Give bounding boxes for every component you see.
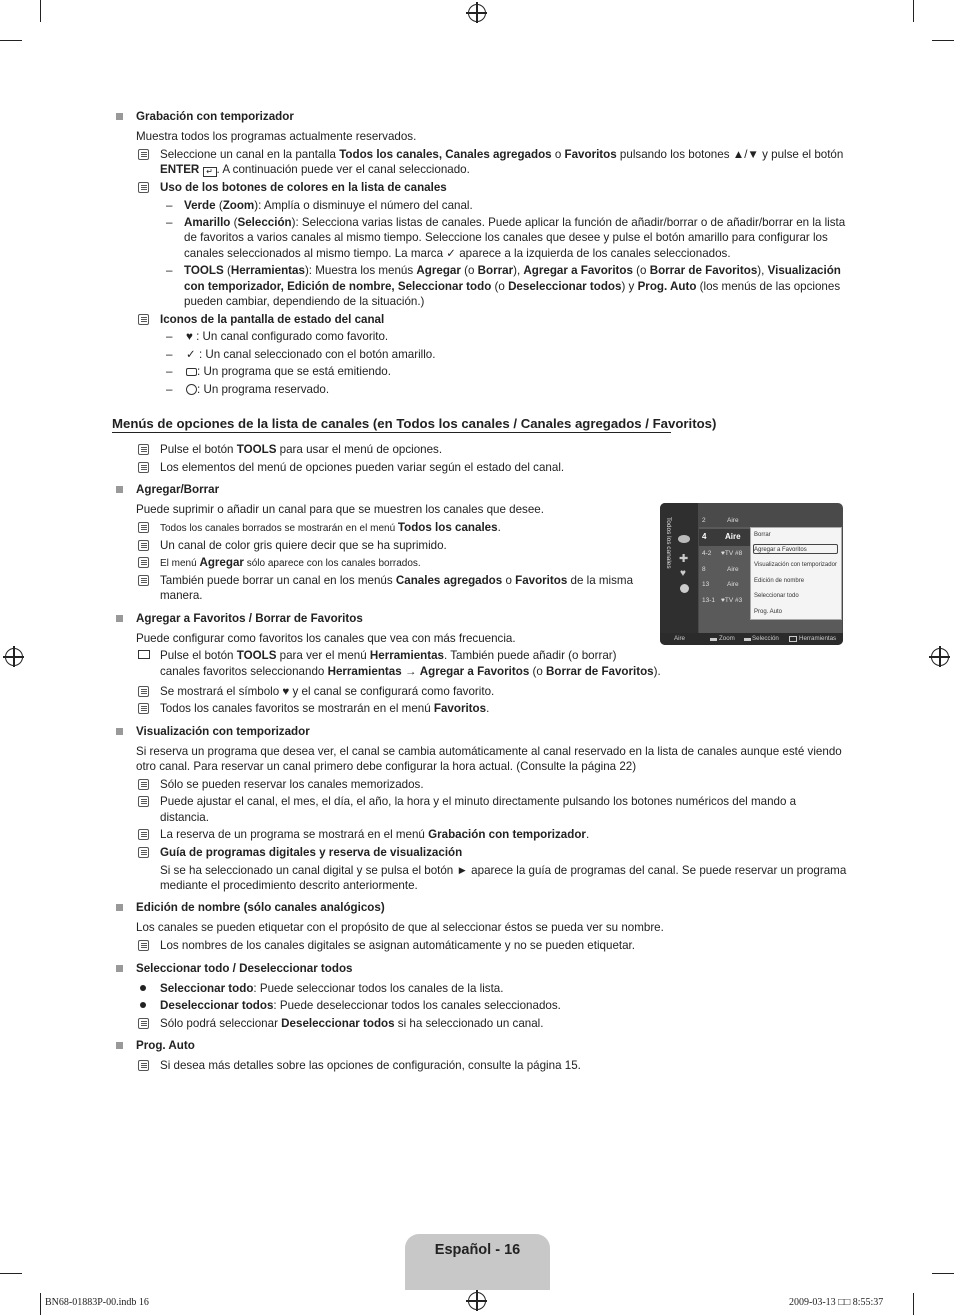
dash-item: Amarillo (Selección): Selecciona varias listas de canales. Puede aplicar la función de añadir/borrar o de añadir/borrar en la lista bbox=[184, 216, 846, 229]
section-desc: Puede configurar como favoritos los canales que vea con más frecuencia. bbox=[136, 632, 516, 645]
section-title: Agregar a Favoritos / Borrar de Favoritos bbox=[136, 612, 363, 625]
tv-channel-name: ♥TV #3 bbox=[721, 597, 743, 604]
section-desc: Si reserva un programa que desea ver, el canal se cambia automáticamente al canal reservado en la lista de canales aunque esté viendo bbox=[136, 745, 842, 758]
tv-channel-list-screenshot bbox=[660, 503, 843, 645]
note-icon bbox=[138, 686, 149, 697]
footer-file: BN68-01883P-00.indb 16 bbox=[45, 1297, 149, 1308]
tv-channel-name: Aire bbox=[727, 581, 739, 588]
tools-note: Pulse el botón TOOLS para ver el menú Herramientas. También puede añadir (o borrar) bbox=[160, 649, 617, 662]
note-text: Puede ajustar el canal, el mes, el día, el año, la hora y el minuto directamente pulsando los botones numéricos del mando a bbox=[160, 795, 797, 808]
note-icon bbox=[138, 149, 149, 160]
square-bullet-icon bbox=[116, 615, 123, 622]
section-desc: otro canal. Para reservar un canal primero debe configurar la hora actual. (Consulte la página 22) bbox=[136, 760, 637, 773]
note-text: Se mostrará el símbolo ♥ y el canal se configurará como favorito. bbox=[160, 685, 495, 698]
page-number: Español - 16 bbox=[434, 1242, 521, 1258]
section-title: Visualización con temporizador bbox=[136, 725, 310, 738]
tv-menu-item: Seleccionar todo bbox=[754, 593, 799, 599]
dash-item: TOOLS (Herramientas): Muestra los menús Agregar (o Borrar), Agregar a Favoritos (o Borrar de Favoritos), Visualización bbox=[184, 264, 841, 277]
section-title: Grabación con temporizador bbox=[136, 110, 294, 123]
square-bullet-icon bbox=[116, 486, 123, 493]
tv-tools-label: Herramientas bbox=[799, 635, 837, 642]
tv-select-label: Selección bbox=[752, 635, 779, 642]
note-icon bbox=[138, 540, 149, 551]
manual-page: Grabación con temporizador Muestra todos los programas actualmente reservados. Seleccione un canal en la pantalla Todos los canales, Canales agregados o Favoritos pulsando los botones ▲/▼ y pulse el botón ENTER ↵ . A continuación puede ver el canal seleccionado. Uso de los botones de colores en la lista de canales – Verde (Zoom): Amplía o disminuye el número del canal. – Amarillo (Selección): Selecciona varias listas de canales. Puede aplicar la función de añadir/borrar o de añadir/borrar en la lista de favoritos a varios canales al mismo tiempo. Seleccione los canales que desee y pulse el botón amarillo para configurar los canales seleccionados al mismo tiempo. La marca ✓ aparece a la izquierda de los canales seleccionados. – TOOLS (Herramientas): Muestra los menús Agregar (o Borrar), Agregar a Favoritos (o Borrar de Favoritos), Visualización con temporizador, Edición de nombre, Seleccionar todo (o Deseleccionar todos) y Prog. Auto (los menús de las opciones pueden cambiar, dependiendo de la situación.) Iconos de la pantalla de estado del canal – ♥ : Un canal configurado como favorito. – ✓ : Un canal seleccionado con el botón amarillo. – : Un programa que se está emitiendo. – : Un programa reservado. Menús de opciones de la lista de canales (en Todos los canales / Canales agregados / Favoritos) Pulse el botón TOOLS para usar el menú de opciones. Los elementos del menú de opciones pueden variar según el estado del canal. Agregar/Borrar Puede suprimir o añadir un canal para que se muestren los canales que desee. Todos los canales borrados se mostrarán en el menú Todos los canales. Un canal de color gris quiere decir que se ha suprimido. El menú Agregar sólo aparece con los canales borrados. También puede borrar un canal en los menús Canales agregados o Favoritos de la misma manera. Todos los canales ✚ ♥ 2 Aire 4 Aire 4-2 ♥TV #8 8 Aire 13 Aire 13-1 ♥TV #3 Borrar Agregar a Favoritos Visualización con temporizador Edición de nombre Seleccionar todo Prog. Auto Aire Zoom Selección Herramientas Agregar a Favoritos / Borrar de Favoritos Puede configurar como favoritos los canales que vea con más frecuencia. Pulse el botón TOOLS para ver el menú Herramientas. También puede añadir (o borrar) canales favoritos seleccionando Herramientas → Agregar a Favoritos (o Borrar de Favoritos). Se mostrará el símbolo ♥ y el canal se configurará como favorito. Todos los canales favoritos se mostrarán en el menú Favoritos. Visualización con temporizador Si reserva un programa que desea ver, el canal se cambia automáticamente al canal reservado en la lista de canales aunque esté viendo otro canal. Para reservar un canal primero debe configurar la hora actual. (Consulte la página 22) Sólo se pueden reservar los canales memorizados. Puede ajustar el canal, el mes, el día, el año, la hora y el minuto directamente pulsando los botones numéricos del mando a distancia. La reserva de un programa se mostrará en el menú Grabación con temporizador. Guía de programas digitales y reserva de visualización Si se ha seleccionado un canal digital y se pulsa el botón ► aparece la guía de programas del canal. Se puede reservar un programa mediante el procedimiento descrito anteriormente. Edición de nombre (sólo canales analógicos) Los canales se pueden etiquetar con el propósito de que al seleccionar éstos se pueda ver su nombre. Los nombres de los canales digitales se asignan automáticamente y no se pueden etiquetar. Seleccionar todo / Deseleccionar todos Seleccionar todo: Puede seleccionar todos los canales de la lista. Deseleccionar todos: Puede deseleccionar todos los canales seleccionados. Sólo podrá seleccionar Deseleccionar todos si ha seleccionado un canal. Prog. Auto Si desea más detalles sobre las opciones de configuración, consulte la página 15. Español - 16 BN68-01883P-00.indb 16 2009-03-13 □□ 8:55:37 bbox=[0, 0, 954, 1315]
note-text: Seleccione un canal en la pantalla Todos los canales, Canales agregados o Favoritos pulsando los botones ▲/▼ y pulse el botón bbox=[160, 148, 844, 161]
dash-item-line: pueden cambiar, dependiendo de la situación.) bbox=[184, 295, 425, 308]
bullet-item: Seleccionar todo: Puede seleccionar todos los canales de la lista. bbox=[160, 982, 504, 995]
note-text-line: manera. bbox=[160, 589, 203, 602]
note-icon bbox=[138, 444, 149, 455]
check-icon: ✓ bbox=[446, 247, 456, 260]
square-bullet-icon bbox=[116, 1042, 123, 1049]
note-icon bbox=[138, 314, 149, 325]
tv-channel-name: Aire bbox=[727, 517, 739, 524]
note-text-line: mediante el procedimiento descrito anteriormente. bbox=[160, 879, 418, 892]
section-desc: Muestra todos los programas actualmente reservados. bbox=[136, 130, 417, 143]
tv-icon bbox=[186, 368, 197, 376]
tv-zoom-label: Zoom bbox=[719, 635, 735, 642]
dash-item: Verde (Zoom): Amplía o disminuye el número del canal. bbox=[184, 199, 473, 212]
note-icon bbox=[138, 557, 149, 568]
note-text: La reserva de un programa se mostrará en el menú Grabación con temporizador. bbox=[160, 828, 590, 841]
tv-channel-num: 13 bbox=[702, 581, 710, 588]
square-bullet-icon bbox=[116, 965, 123, 972]
footer-timestamp: 2009-03-13 □□ 8:55:37 bbox=[789, 1297, 884, 1308]
tv-channel-num: 4-2 bbox=[702, 550, 712, 557]
note-text: También puede borrar un canal en los menús Canales agregados o Favoritos de la misma bbox=[160, 574, 634, 587]
note-text: Todos los canales favoritos se mostrarán en el menú Favoritos. bbox=[160, 702, 490, 715]
round-bullet-icon bbox=[140, 985, 146, 991]
note-text: Sólo se pueden reservar los canales memorizados. bbox=[160, 778, 424, 791]
tools-icon bbox=[789, 636, 797, 642]
tv-menu-item-selected: Agregar a Favoritos bbox=[754, 547, 807, 553]
note-icon bbox=[138, 182, 149, 193]
section-title: Prog. Auto bbox=[136, 1039, 195, 1052]
icon-legend: : Un programa reservado. bbox=[186, 382, 329, 397]
enter-icon: ↵ bbox=[203, 167, 217, 177]
tv-channel-name: Aire bbox=[727, 566, 739, 573]
registration-mark-icon bbox=[5, 648, 23, 666]
tv-channel-num: 13-1 bbox=[702, 597, 716, 604]
section-desc: Puede suprimir o añadir un canal para que se muestren los canales que desee. bbox=[136, 503, 544, 516]
note-text: Sólo podrá seleccionar Deseleccionar todos si ha seleccionado un canal. bbox=[160, 1017, 544, 1030]
note-icon bbox=[138, 522, 149, 533]
tv-channel-num: 2 bbox=[702, 517, 706, 524]
bullet-item: Deseleccionar todos: Puede deseleccionar todos los canales seleccionados. bbox=[160, 999, 561, 1012]
tv-channel-name: Aire bbox=[725, 532, 741, 541]
square-bullet-icon bbox=[116, 728, 123, 735]
tools-icon bbox=[138, 650, 150, 659]
dash-item-line: con temporizador, Edición de nombre, Seleccionar todo (o Deseleccionar todos) y Prog. Auto (los menús de las opciones bbox=[184, 280, 841, 293]
note-text: Todos los canales borrados se mostrarán en el menú Todos los canales. bbox=[160, 521, 501, 534]
note-text: Pulse el botón TOOLS para usar el menú de opciones. bbox=[160, 443, 443, 456]
registration-mark-icon bbox=[931, 648, 949, 666]
plus-icon: ✚ bbox=[679, 553, 689, 565]
check-icon: ✓ bbox=[186, 348, 196, 361]
tv-channel-num: 8 bbox=[702, 566, 706, 573]
clock-icon bbox=[186, 384, 197, 395]
note-text-line: distancia. bbox=[160, 811, 209, 824]
note-icon bbox=[138, 940, 149, 951]
note-icon bbox=[138, 796, 149, 807]
registration-mark-icon bbox=[468, 1292, 486, 1310]
note-icon bbox=[138, 1018, 149, 1029]
dash-item-line: canales seleccionados al mismo tiempo. La marca ✓ aparece a la izquierda de los canales seleccionados. bbox=[184, 247, 731, 260]
tv-menu-item: Borrar bbox=[754, 532, 771, 538]
clock-icon bbox=[680, 584, 689, 593]
icon-legend: ♥ : Un canal configurado como favorito. bbox=[186, 330, 389, 343]
note-icon bbox=[138, 1060, 149, 1071]
tv-tools-menu bbox=[750, 527, 842, 620]
note-text: Los nombres de los canales digitales se asignan automáticamente y no se pueden etiquetar. bbox=[160, 939, 636, 952]
note-icon bbox=[138, 575, 149, 586]
note-icon bbox=[138, 462, 149, 473]
note-icon bbox=[138, 847, 149, 858]
note-text-line: Si se ha seleccionado un canal digital y se pulsa el botón ► aparece la guía de programas del canal. Se puede reservar un programa bbox=[160, 864, 847, 877]
note-text: Si desea más detalles sobre las opciones de configuración, consulte la página 15. bbox=[160, 1059, 581, 1072]
note-text: Guía de programas digitales y reserva de visualización bbox=[160, 846, 463, 859]
note-text: Los elementos del menú de opciones pueden variar según el estado del canal. bbox=[160, 461, 565, 474]
section-title: Seleccionar todo / Deseleccionar todos bbox=[136, 962, 353, 975]
dash-item-line: de favoritos a varios canales al mismo tiempo. Seleccione los canales que desee y pulse el botón amarillo para configurar los bbox=[184, 231, 828, 244]
tools-note-line: canales favoritos seleccionando Herramientas → Agregar a Favoritos (o Borrar de Favoritos). bbox=[160, 665, 661, 678]
heart-icon: ♥ bbox=[186, 330, 193, 343]
section-heading: Menús de opciones de la lista de canales (en Todos los canales / Canales agregados / Favoritos) bbox=[112, 416, 717, 431]
note-text: Un canal de color gris quiere decir que se ha suprimido. bbox=[160, 539, 447, 552]
round-bullet-icon bbox=[140, 1002, 146, 1008]
note-text: Uso de los botones de colores en la lista de canales bbox=[160, 181, 447, 194]
square-bullet-icon bbox=[116, 904, 123, 911]
section-title: Agregar/Borrar bbox=[136, 483, 220, 496]
note-text: El menú Agregar sólo aparece con los canales borrados. bbox=[160, 556, 421, 569]
registration-mark-icon bbox=[468, 4, 486, 22]
tv-menu-item: Edición de nombre bbox=[754, 578, 805, 584]
tv-menu-item: Visualización con temporizador bbox=[754, 562, 837, 568]
satellite-icon bbox=[678, 535, 690, 543]
tv-channel-num: 4 bbox=[702, 532, 707, 541]
tv-menu-item: Prog. Auto bbox=[754, 609, 783, 615]
note-icon bbox=[138, 779, 149, 790]
icon-legend: : Un programa que se está emitiendo. bbox=[186, 364, 391, 379]
tv-side-label: Todos los canales bbox=[665, 517, 672, 569]
tv-channel-name: ♥TV #8 bbox=[721, 550, 743, 557]
note-text: ENTER ↵ . A continuación puede ver el canal seleccionado. bbox=[160, 163, 470, 176]
tv-bottom-label: Aire bbox=[674, 635, 686, 642]
section-desc: Los canales se pueden etiquetar con el propósito de que al seleccionar éstos se pueda ver su nombre. bbox=[136, 921, 664, 934]
square-bullet-icon bbox=[116, 113, 123, 120]
heart-icon: ♥ bbox=[680, 568, 686, 579]
note-icon bbox=[138, 703, 149, 714]
note-icon bbox=[138, 829, 149, 840]
section-title: Edición de nombre (sólo canales analógicos) bbox=[136, 901, 385, 914]
icon-legend: ✓ : Un canal seleccionado con el botón amarillo. bbox=[186, 348, 436, 361]
note-text: Iconos de la pantalla de estado del canal bbox=[160, 313, 385, 326]
